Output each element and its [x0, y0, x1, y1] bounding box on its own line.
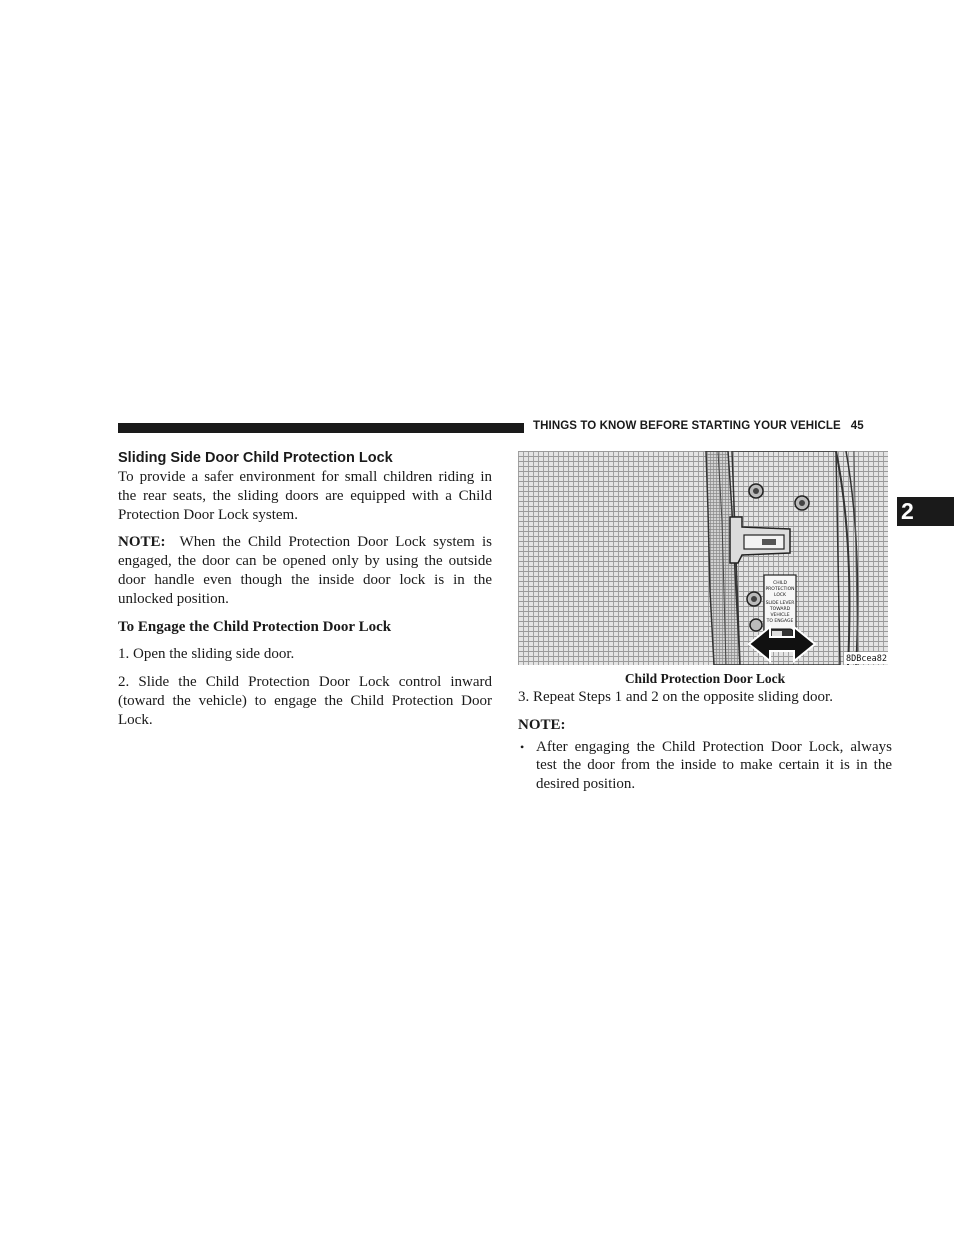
figure-code: 8DBcea82 [846, 654, 887, 664]
right-column [518, 688, 892, 794]
left-column [118, 448, 492, 739]
header-rule [118, 423, 524, 433]
header-title: THINGS TO KNOW BEFORE STARTING YOUR VEHICLE [533, 420, 841, 432]
label-line-4: SLIDE LEVER [765, 601, 795, 606]
note-bullet-list [518, 738, 892, 794]
chapter-tab: 2 [897, 497, 954, 526]
label-line-7: TO ENGAGE [766, 619, 794, 624]
door-lock-illustration [518, 451, 888, 665]
list-item [518, 738, 892, 794]
page-number: 45 [850, 420, 864, 432]
label-line-2: PROTECTION [765, 587, 795, 592]
note-text: When the Child Protection Door Lock system is engaged, the door can be opened only by using the outside door handle even though the inside door lock is in the unlocked position. [118, 534, 492, 607]
sub-heading: To Engage the Child Protection Door Lock [118, 618, 392, 635]
label-line-6: VEHICLE [770, 613, 790, 618]
label-line-5: TOWARD [769, 607, 791, 612]
step-3: 3. Repeat Steps 1 and 2 on the opposite sliding door. [518, 689, 833, 705]
section-heading: Sliding Side Door Child Protection Lock [118, 450, 393, 466]
running-header [533, 420, 893, 432]
label-line-3: LOCK [774, 593, 786, 598]
note-paragraph [118, 533, 492, 608]
note-heading: NOTE: [518, 716, 566, 733]
step-2: 2. Slide the Child Protection Door Lock control inward (toward the vehicle) to engage the Child Protection Door Lock. [118, 674, 492, 728]
intro-paragraph: To provide a safer environment for small children riding in the rear seats, the sliding doors are equipped with a Child Protection Door Lock system. [118, 469, 492, 523]
figure-caption: Child Protection Door Lock [624, 671, 786, 686]
step-1: 1. Open the sliding side door. [118, 646, 295, 663]
label-line-1: CHILD [773, 581, 787, 586]
bullet-text: After engaging the Child Protection Door Lock, always test the door from the inside to make certain it is in the desired position. [536, 738, 892, 793]
bullet-icon: • [520, 739, 525, 754]
note-label: NOTE: [118, 534, 166, 551]
